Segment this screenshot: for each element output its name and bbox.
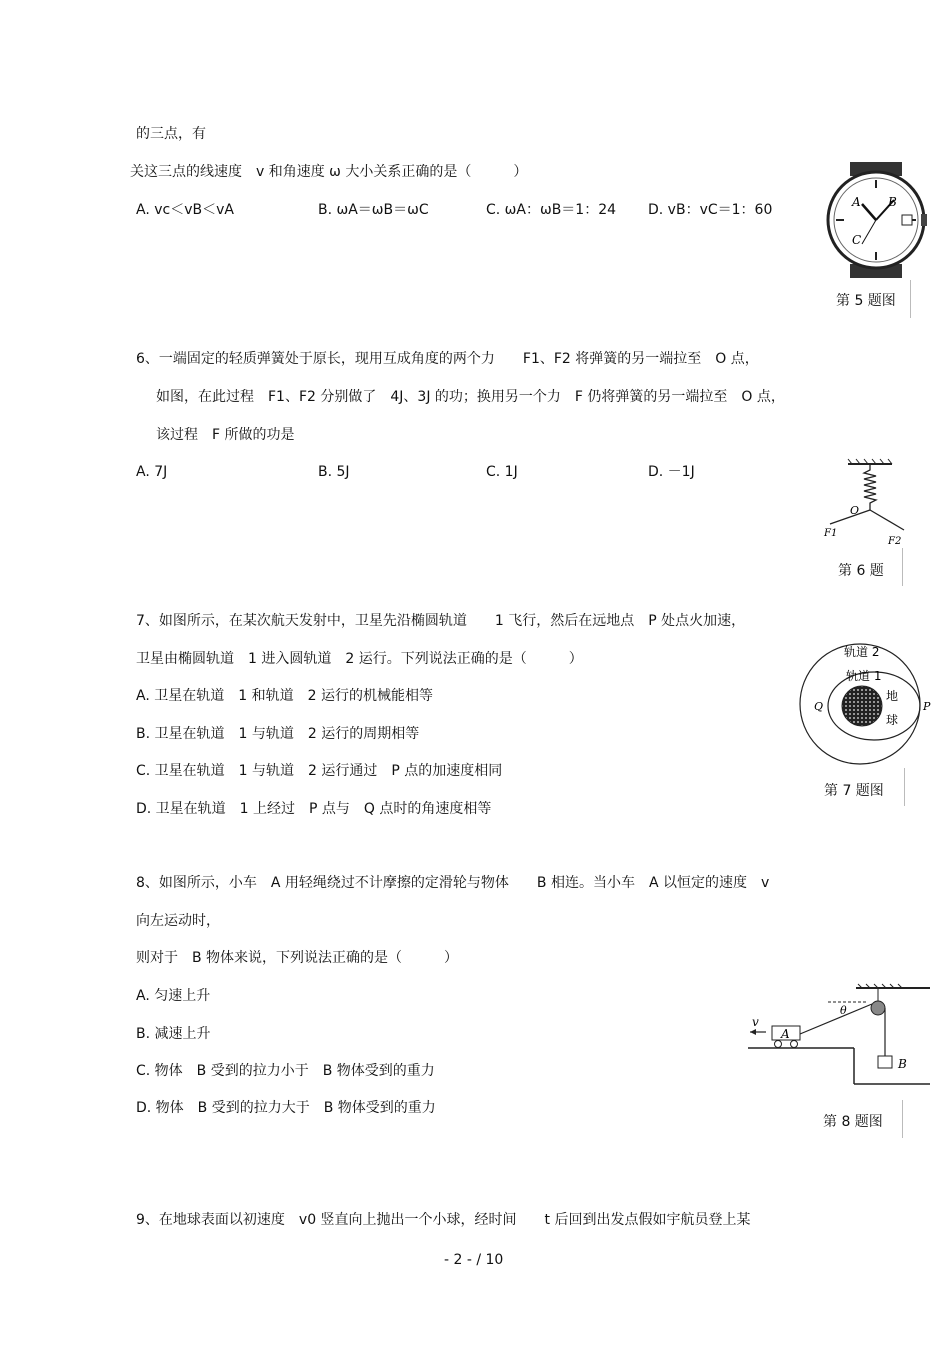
q8-line3: 则对于 B 物体来说，下列说法正确的是（ ） <box>136 950 459 966</box>
point-q-label: Q <box>814 700 824 713</box>
q8-option-d: D. 物体 B 受到的拉力大于 B 物体受到的重力 <box>136 1100 436 1116</box>
q5-line2: 关这三点的线速度 v 和角速度 ω 大小关系正确的是（ ） <box>130 164 528 180</box>
watch-figure <box>822 160 932 280</box>
q8-option-a: A. 匀速上升 <box>136 988 211 1004</box>
q7-option-a: A. 卫星在轨道 1 和轨道 2 运行的机械能相等 <box>136 688 433 704</box>
orbit1-label: 轨道 1 <box>846 669 882 683</box>
pulley-figure <box>746 984 932 1090</box>
point-o-label: O <box>850 504 860 517</box>
q8-option-b: B. 减速上升 <box>136 1026 211 1042</box>
q7-line2: 卫星由椭圆轨道 1 进入圆轨道 2 运行。下列说法正确的是（ ） <box>136 651 583 667</box>
q6-line3: 该过程 F 所做的功是 <box>156 427 295 443</box>
q5-option-c: C. ωA：ωB＝1：24 <box>486 202 617 218</box>
watch-label-a: A <box>852 195 861 209</box>
spring-figure <box>820 458 910 548</box>
divider <box>902 1100 903 1138</box>
q8-line2: 向左运动时， <box>136 913 220 929</box>
q8-line1: 8、如图所示，小车 A 用轻绳绕过不计摩擦的定滑轮与物体 B 相连。当小车 A 以恒定的速度 v <box>136 875 770 891</box>
q6-option-c: C. 1J <box>486 464 518 480</box>
orbit2-label: 轨道 2 <box>844 645 880 659</box>
q5-caption: 第 5 题图 <box>836 293 896 309</box>
q6-option-d: D. －1J <box>648 464 695 480</box>
q8-option-c: C. 物体 B 受到的拉力小于 B 物体受到的重力 <box>136 1063 435 1079</box>
orbit-figure <box>796 640 936 765</box>
q5-line1: 的三点，有 <box>136 126 206 142</box>
cart-a-label: A <box>781 1027 790 1041</box>
q7-option-b: B. 卫星在轨道 1 与轨道 2 运行的周期相等 <box>136 726 420 742</box>
q6-line2: 如图，在此过程 F1、F2 分别做了 4J、3J 的功；换用另一个力 F 仍将弹簧的另一端拉至 O 点， <box>156 389 785 405</box>
q5-option-a: A. vc＜vB＜vA <box>136 202 234 218</box>
q6-caption: 第 6 题 <box>838 563 884 579</box>
earth-label-2: 球 <box>886 713 899 727</box>
q6-option-b: B. 5J <box>318 464 350 480</box>
q6-line1: 6、一端固定的轻质弹簧处于原长，现用互成角度的两个力 F1、F2 将弹簧的另一端拉至 O 点， <box>136 351 759 367</box>
divider <box>910 280 911 318</box>
force-f2-label: F2 <box>888 536 902 547</box>
divider <box>902 548 903 586</box>
q7-line1: 7、如图所示，在某次航天发射中，卫星先沿椭圆轨道 1 飞行，然后在远地点 P 处点火加速， <box>136 613 746 629</box>
q9-line1: 9、在地球表面以初速度 v0 竖直向上抛出一个小球，经时间 t 后回到出发点假如宇航员登上某 <box>136 1212 751 1228</box>
q8-caption: 第 8 题图 <box>823 1114 883 1130</box>
velocity-v-label: v <box>752 1015 759 1029</box>
force-f1-label: F1 <box>824 528 838 539</box>
block-b-label: B <box>898 1057 907 1071</box>
divider <box>904 768 905 806</box>
watch-label-b: B <box>888 195 897 209</box>
watch-label-c: C <box>852 233 862 247</box>
earth-label-1: 地 <box>886 689 899 703</box>
q5-option-d: D. vB：vC＝1：60 <box>648 202 773 218</box>
point-p-label: P <box>923 700 931 713</box>
q7-option-c: C. 卫星在轨道 1 与轨道 2 运行通过 P 点的加速度相同 <box>136 763 503 779</box>
page-number: - 2 - / 10 <box>444 1252 504 1268</box>
q7-option-d: D. 卫星在轨道 1 上经过 P 点与 Q 点时的角速度相等 <box>136 801 492 817</box>
q6-option-a: A. 7J <box>136 464 168 480</box>
q5-option-b: B. ωA＝ωB＝ωC <box>318 202 429 218</box>
theta-label: θ <box>840 1004 847 1017</box>
q7-caption: 第 7 题图 <box>824 783 884 799</box>
